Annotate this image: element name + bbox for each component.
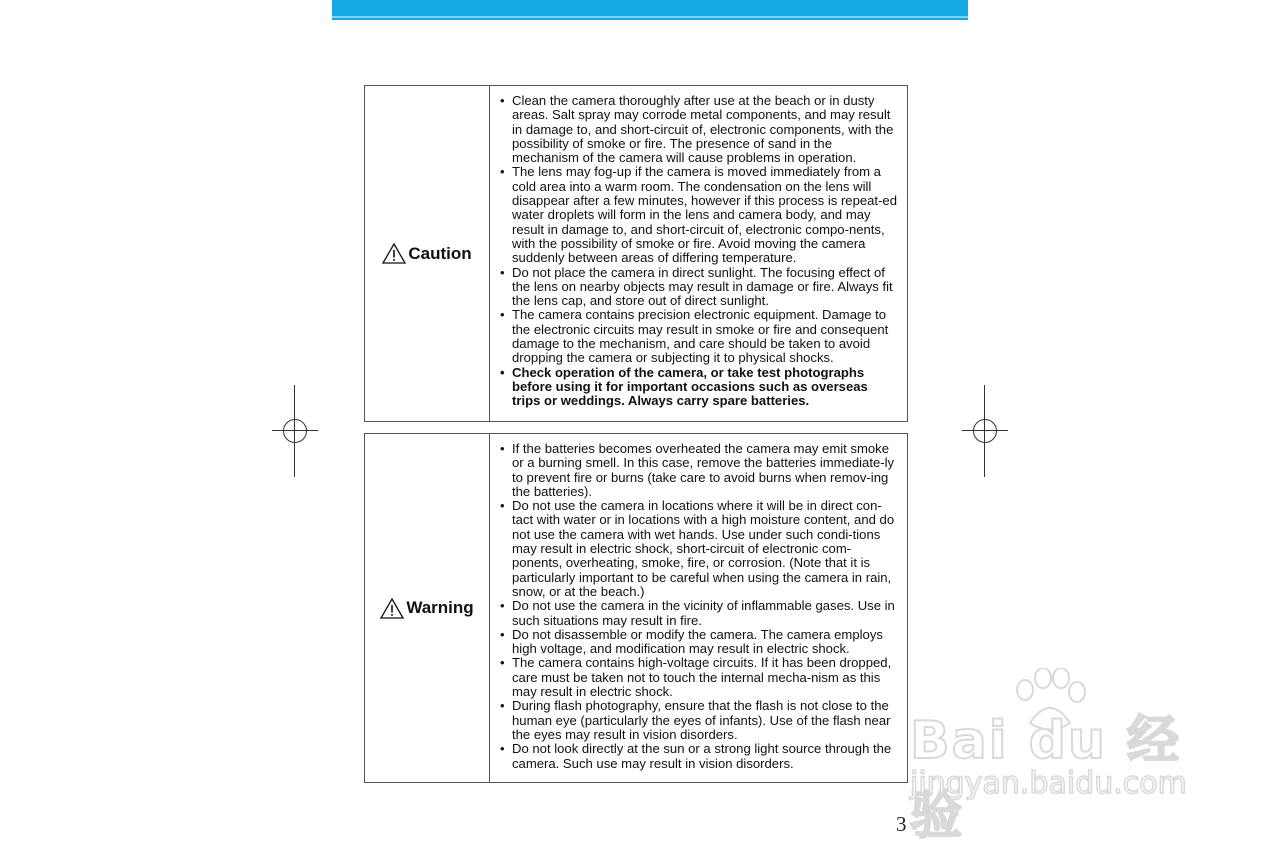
warning-triangle-icon <box>380 598 404 619</box>
list-item: • Clean the camera thoroughly after use at the beach or in dusty areas. Salt spray may corrode metal components, and may result in damage to, and short-circuit of, electronic components, with the possibility of smoke or fire. The presence of sand in the mechanism of the camera will cause problems in operation. <box>500 94 897 165</box>
baidu-watermark <box>910 668 1210 846</box>
list-item: • During flash photography, ensure that the flash is not close to the human eye (particularly the eyes of infants). Use of the flash near the eyes may result in vision disorders. <box>500 699 897 742</box>
page-number: 3 <box>896 812 907 836</box>
warning-triangle-icon <box>382 243 406 264</box>
registration-mark-right <box>962 385 1008 477</box>
caution-content <box>490 86 907 421</box>
list-item: • Check operation of the camera, or take test photographs before using it for important occasions such as overseas trips or weddings. Always carry spare batteries. <box>500 366 897 409</box>
warning-box <box>364 433 908 783</box>
top-bar-highlight <box>332 16 968 18</box>
list-item: • The lens may fog-up if the camera is moved immediately from a cold area into a warm room. The condensation on the lens will disappear after a few minutes, however if this process is repeat-ed water droplets will form in the lens and camera body, and may result in damage to, and short-circuit of, electronic compo-nents, with the possibility of smoke or fire. Avoid moving the camera suddenly between areas of differing temperature. <box>500 165 897 265</box>
list-item: • Do not use the camera in the vicinity of inflammable gases. Use in such situations may result in fire. <box>500 599 897 628</box>
list-item: • Do not disassemble or modify the camera. The camera employs high voltage, and modification may result in electric shock. <box>500 628 897 657</box>
caution-list <box>500 94 897 409</box>
watermark-logo: Bai du 经验 <box>910 711 1181 846</box>
list-item: • The camera contains precision electronic equipment. Damage to the electronic circuits may result in smoke or fire and consequent damage to the mechanism, and care should be taken to avoid dropping the camera or subjecting it to physical shocks. <box>500 308 897 365</box>
watermark-url: jingyan.baidu.com <box>910 766 1187 801</box>
list-item: • Do not place the camera in direct sunlight. The focusing effect of the lens on nearby objects may result in damage or fire. Always fit the lens cap, and store out of direct sunlight. <box>500 266 897 309</box>
caution-box <box>364 85 908 422</box>
list-item: • If the batteries becomes overheated the camera may emit smoke or a burning smell. In this case, remove the batteries immediate-ly to prevent fire or burns (take care to avoid burns when remov-ing the batteries). <box>500 442 897 499</box>
caution-heading <box>382 243 471 264</box>
list-item: • Do not look directly at the sun or a strong light source through the camera. Such use may result in vision disorders. <box>500 742 897 771</box>
list-item: • Do not use the camera in locations where it will be in direct con-tact with water or in locations with a high moisture content, and do not use the camera with wet hands. Use under such condi-tions may result in electric shock, short-circuit of electronic com-ponents, overheating, smoke, fire, or corrosion. (Note that it is particularly important to be careful when using the camera in rain, snow, or at the beach.) <box>500 499 897 599</box>
warning-label: Warning <box>406 598 474 617</box>
warning-list <box>500 442 897 771</box>
caution-label: Caution <box>408 243 472 263</box>
list-item: • The camera contains high-voltage circuits. If it has been dropped, care must be taken not to touch the internal mecha-nism as this may result in electric shock. <box>500 656 897 699</box>
warning-label-cell <box>365 434 490 782</box>
registration-mark-left <box>272 385 318 477</box>
warning-content <box>490 434 907 782</box>
caution-label-cell <box>365 86 490 421</box>
warning-heading <box>380 598 473 619</box>
